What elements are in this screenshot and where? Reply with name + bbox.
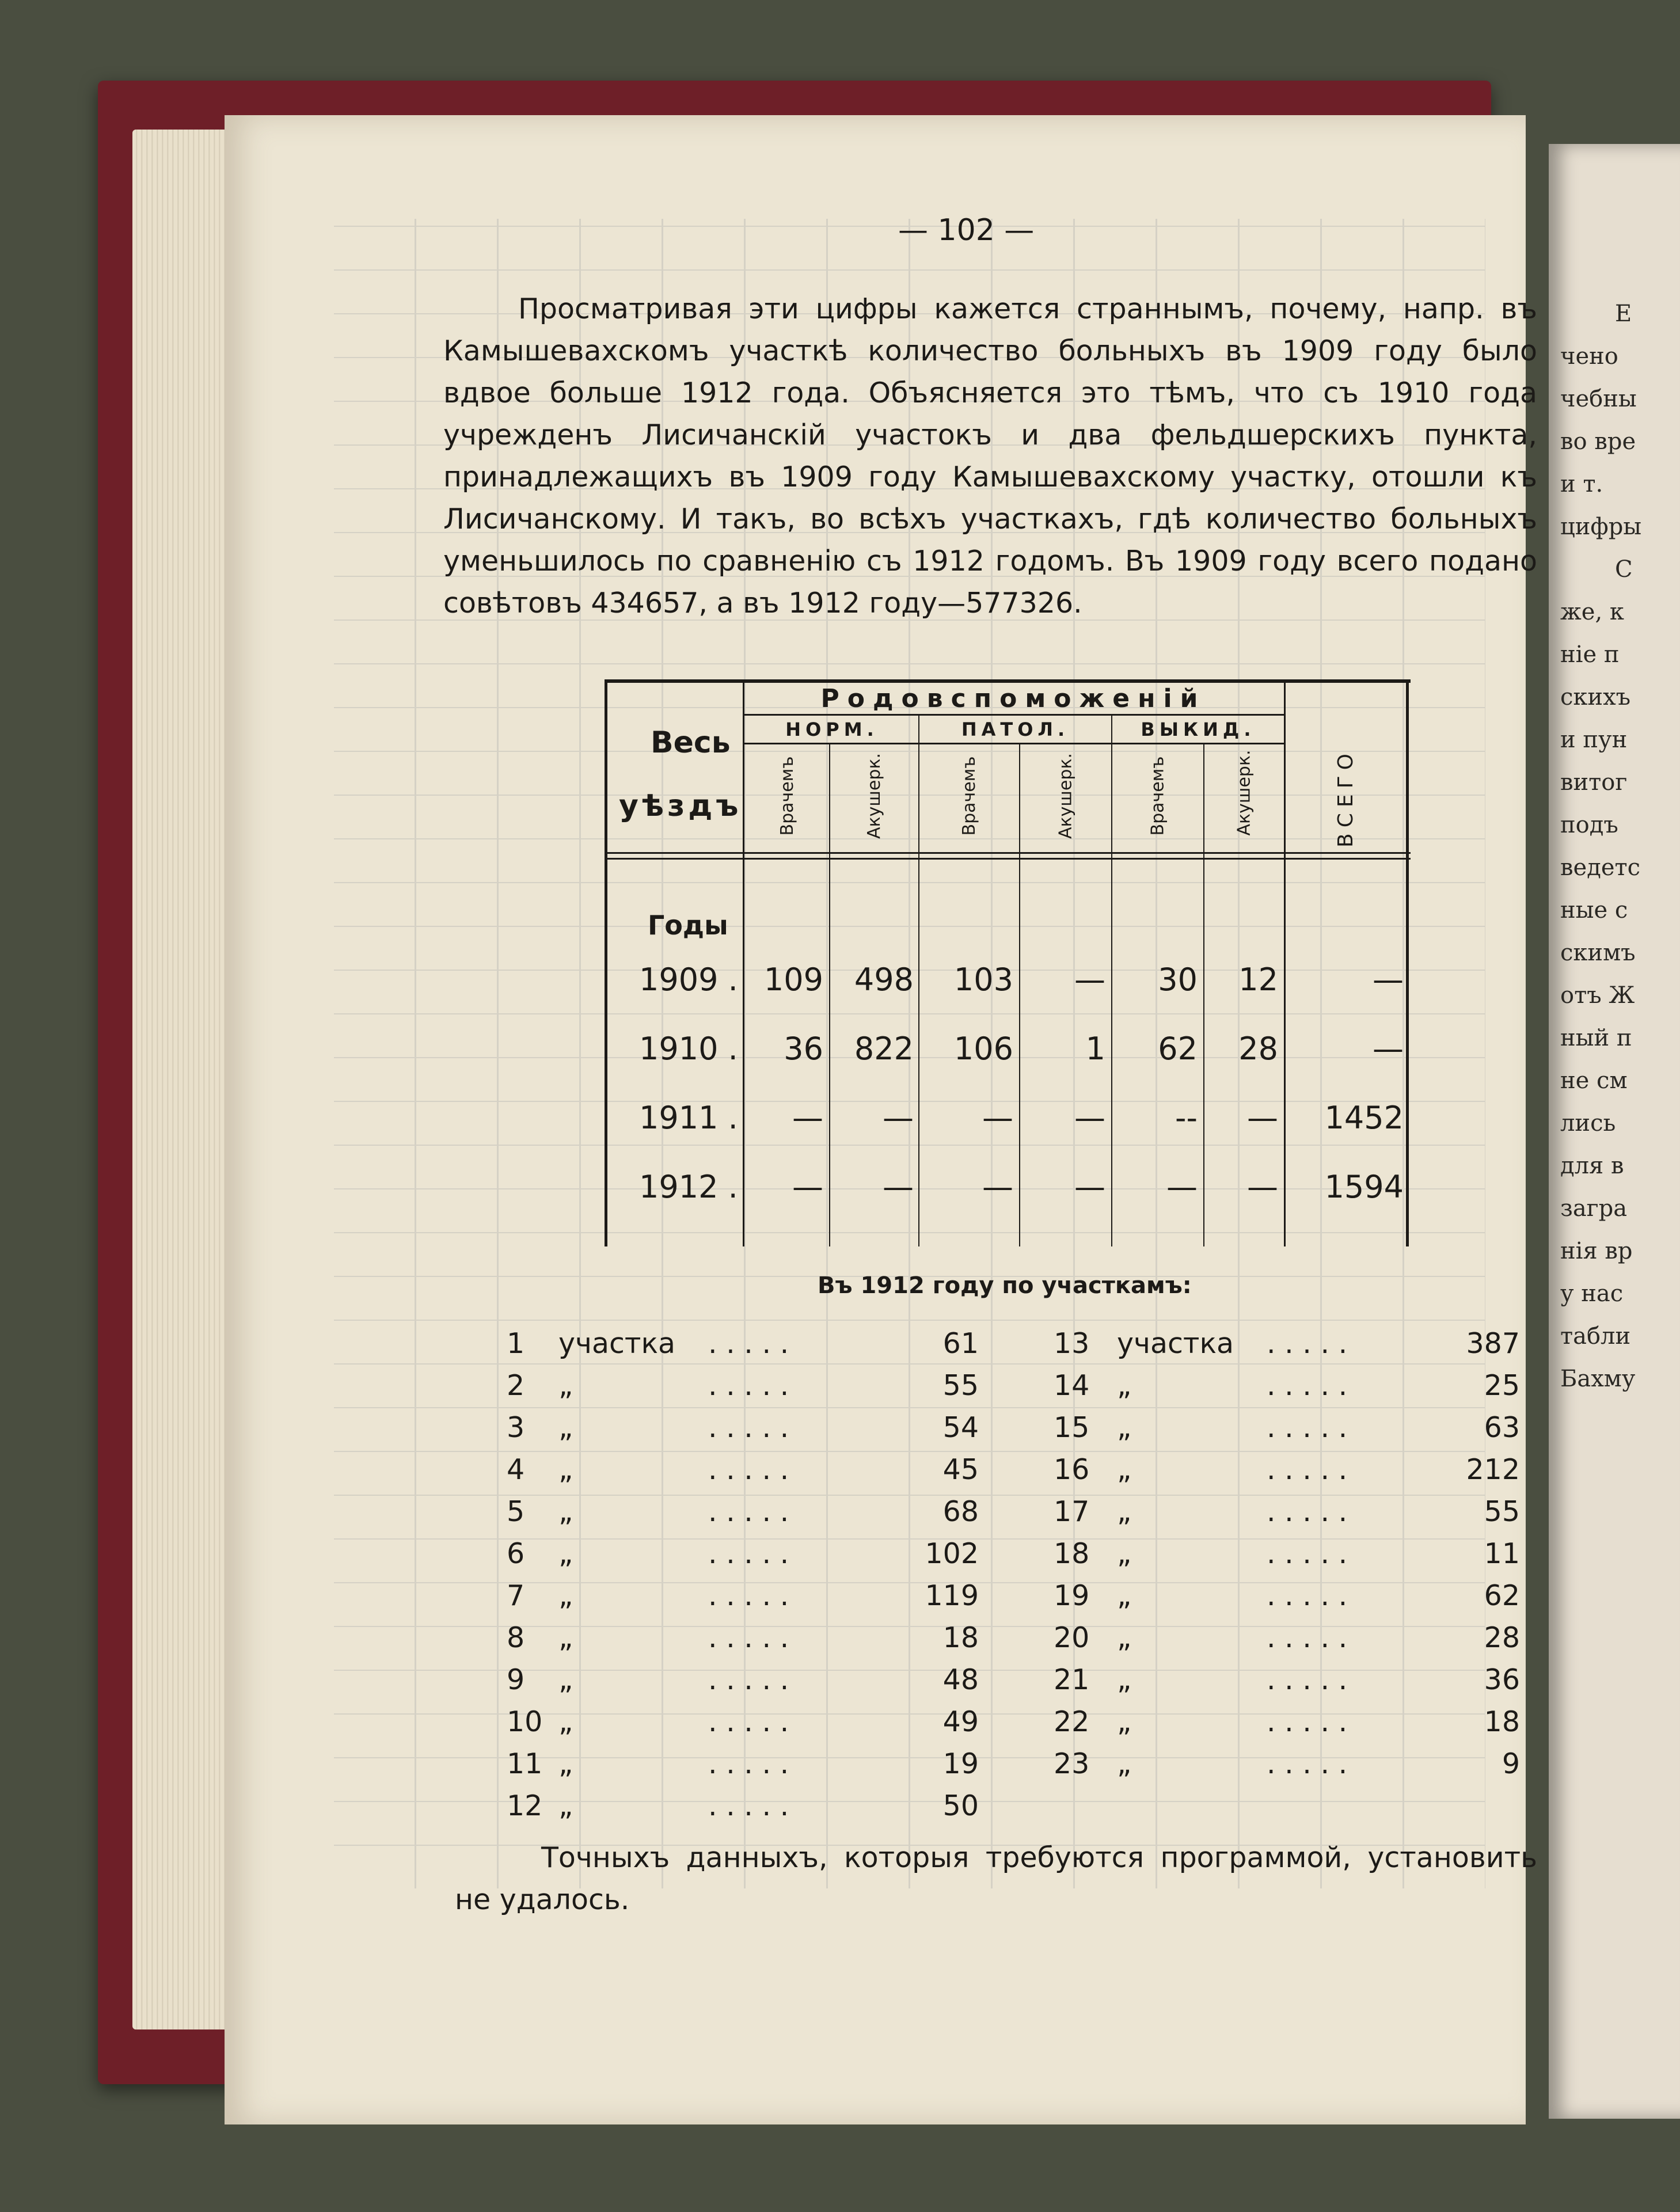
next-page-fragment: не см [1560, 1067, 1628, 1094]
district-label: „ [558, 1495, 573, 1528]
col-midwife-3: Акушерк. [1234, 750, 1255, 836]
district-value: 61 [942, 1327, 979, 1360]
district-leader: . . . . . [708, 1579, 789, 1612]
table-cell: 498 [854, 961, 914, 998]
district-label: „ [558, 1705, 573, 1738]
years-label: Годы [648, 910, 728, 941]
district-label: „ [1117, 1495, 1132, 1528]
district-label: „ [558, 1579, 573, 1612]
next-page-fragment: ный п [1560, 1025, 1632, 1051]
district-leader: . . . . . [1267, 1705, 1348, 1738]
page-number: — 102 — [898, 213, 1035, 248]
district-label: участка [1117, 1327, 1234, 1360]
district-label: „ [558, 1789, 573, 1822]
district-label: „ [558, 1411, 573, 1444]
next-page-fragment: Е [1615, 301, 1632, 327]
year-cell: 1909 . [639, 961, 738, 998]
table-cell: — [1247, 1100, 1278, 1136]
table-cell: 28 [1238, 1031, 1278, 1067]
table-cell: 30 [1158, 961, 1198, 998]
paragraph-closing: Точныхъ данныхъ, которыя требуются программой, установить не удалось. [455, 1841, 1537, 1916]
district-leader: . . . . . [708, 1789, 789, 1822]
table-cell: — [982, 1169, 1013, 1205]
table-cell: — [1074, 1169, 1105, 1205]
next-page-fragment: подъ [1560, 812, 1618, 838]
district-label: „ [1117, 1621, 1132, 1654]
district-label: „ [1117, 1537, 1132, 1570]
table-cell: — [792, 1169, 823, 1205]
district-leader: . . . . . [1267, 1327, 1348, 1360]
district-leader: . . . . . [1267, 1621, 1348, 1654]
districts-title: Въ 1912 году по участкамъ: [818, 1272, 1192, 1299]
district-value: 9 [1502, 1747, 1520, 1780]
table-cell: — [1166, 1169, 1198, 1205]
next-page-fragment: чебны [1560, 386, 1637, 412]
district-leader: . . . . . [1267, 1579, 1348, 1612]
next-page-fragment: для в [1560, 1153, 1624, 1179]
table-cell: -- [1175, 1100, 1198, 1136]
district-number: 12 [507, 1789, 543, 1822]
next-page-fragment: ные с [1560, 897, 1628, 923]
district-value: 55 [1484, 1495, 1520, 1528]
district-leader: . . . . . [1267, 1747, 1348, 1780]
district-number: 19 [1054, 1579, 1090, 1612]
next-page-fragment: ведетс [1560, 854, 1641, 881]
next-page-fragment: скимъ [1560, 940, 1636, 966]
district-leader: . . . . . [1267, 1663, 1348, 1696]
district-value: 36 [1484, 1663, 1520, 1696]
district-number: 22 [1054, 1705, 1090, 1738]
births-table [605, 679, 1411, 1249]
district-value: 45 [942, 1453, 979, 1486]
district-leader: . . . . . [708, 1663, 789, 1696]
district-value: 102 [925, 1537, 979, 1570]
table-cell: — [1373, 961, 1404, 998]
table-cell: 1 [1085, 1031, 1105, 1067]
table-cell: — [792, 1100, 823, 1136]
table-cell: — [1373, 1031, 1404, 1067]
district-leader: . . . . . [1267, 1495, 1348, 1528]
district-label: „ [558, 1537, 573, 1570]
district-number: 5 [507, 1495, 525, 1528]
next-page-fragment: скихъ [1560, 684, 1631, 710]
district-leader: . . . . . [1267, 1369, 1348, 1402]
sub-header-vykid: ВЫКИД. [1141, 719, 1256, 740]
district-label: „ [558, 1747, 573, 1780]
district-label: „ [558, 1663, 573, 1696]
table-cell: 12 [1238, 961, 1278, 998]
table-cell: 1452 [1324, 1100, 1404, 1136]
district-label: „ [558, 1621, 573, 1654]
district-value: 48 [942, 1663, 979, 1696]
next-page [1549, 144, 1680, 2119]
district-number: 2 [507, 1369, 525, 1402]
next-page-fragment: Бахму [1560, 1366, 1636, 1392]
table-cell: — [1074, 961, 1105, 998]
district-leader: . . . . . [708, 1369, 789, 1402]
table-cell: — [982, 1100, 1013, 1136]
year-cell: 1910 . [639, 1031, 738, 1067]
district-number: 4 [507, 1453, 525, 1486]
district-value: 68 [942, 1495, 979, 1528]
district-leader: . . . . . [1267, 1411, 1348, 1444]
district-number: 14 [1054, 1369, 1090, 1402]
col-total: ВСЕГО [1334, 748, 1358, 847]
district-number: 1 [507, 1327, 525, 1360]
next-page-fragment: и т. [1560, 471, 1603, 497]
district-value: 18 [942, 1621, 979, 1654]
district-label: „ [1117, 1411, 1132, 1444]
district-label: „ [1117, 1369, 1132, 1402]
district-value: 50 [942, 1789, 979, 1822]
district-label: участка [558, 1327, 676, 1360]
district-value: 49 [942, 1705, 979, 1738]
col-midwife-2: Акушерк. [1055, 753, 1076, 839]
next-page-fragment: цифры [1560, 514, 1642, 540]
district-number: 20 [1054, 1621, 1090, 1654]
district-value: 18 [1484, 1705, 1520, 1738]
district-number: 8 [507, 1621, 525, 1654]
group-header: Родовспоможеній [820, 684, 1206, 713]
district-label: „ [558, 1369, 573, 1402]
district-number: 3 [507, 1411, 525, 1444]
next-page-fragment: нiя вр [1560, 1238, 1633, 1264]
district-value: 212 [1466, 1453, 1520, 1486]
col-doctor-3: Врачемъ [1147, 756, 1168, 836]
district-leader: . . . . . [1267, 1453, 1348, 1486]
district-label: „ [1117, 1453, 1132, 1486]
sub-header-norm: НОРМ. [785, 719, 879, 740]
district-value: 54 [942, 1411, 979, 1444]
next-page-fragment: во вре [1560, 428, 1636, 455]
next-page-fragment: витог [1560, 769, 1628, 796]
district-number: 7 [507, 1579, 525, 1612]
district-leader: . . . . . [1267, 1537, 1348, 1570]
col-doctor-1: Врачемъ [777, 756, 797, 836]
district-leader: . . . . . [708, 1453, 789, 1486]
district-leader: . . . . . [708, 1705, 789, 1738]
table-cell: 106 [953, 1031, 1013, 1067]
district-value: 55 [942, 1369, 979, 1402]
table-cell: 109 [763, 961, 823, 998]
district-value: 28 [1484, 1621, 1520, 1654]
district-value: 387 [1466, 1327, 1520, 1360]
sub-header-patol: ПАТОЛ. [961, 719, 1070, 740]
district-leader: . . . . . [708, 1495, 789, 1528]
table-cell: — [1247, 1169, 1278, 1205]
table-cell: 103 [953, 961, 1013, 998]
district-value: 25 [1484, 1369, 1520, 1402]
table-cell: 62 [1158, 1031, 1198, 1067]
district-label: „ [1117, 1579, 1132, 1612]
table-cell: — [883, 1100, 914, 1136]
district-number: 9 [507, 1663, 525, 1696]
district-number: 18 [1054, 1537, 1090, 1570]
district-leader: . . . . . [708, 1621, 789, 1654]
district-number: 11 [507, 1747, 543, 1780]
table-cell: 822 [854, 1031, 914, 1067]
district-leader: . . . . . [708, 1327, 789, 1360]
table-cell: — [883, 1169, 914, 1205]
district-number: 21 [1054, 1663, 1090, 1696]
district-number: 10 [507, 1705, 543, 1738]
district-number: 16 [1054, 1453, 1090, 1486]
next-page-fragment: нiе п [1560, 641, 1620, 668]
corner-label-2: уѣздъ [619, 789, 742, 823]
district-value: 62 [1484, 1579, 1520, 1612]
paragraph-intro: Просматривая эти цифры кажется страннымъ, почему, напр. въ Камышевахскомъ участкѣ количество больныхъ въ 1909 году было вдвое больше 1912 года. Объясняется это тѣмъ, что съ 1910 года учрежденъ Лисичанскій участокъ и два фельдшерскихъ пункта, принадлежащихъ въ 1909 году Камышевахскому участку, отошли къ Лисичанскому. И такъ, во всѣхъ участкахъ, гдѣ количество больныхъ уменьшилось по сравненію съ 1912 годомъ. Въ 1909 году всего подано совѣтовъ 434657, а въ 1912 году—577326. [443, 292, 1537, 619]
district-label: „ [558, 1453, 573, 1486]
district-leader: . . . . . [708, 1537, 789, 1570]
next-page-fragment: лись [1560, 1110, 1616, 1137]
corner-label-1: Весь [651, 725, 731, 760]
next-page-fragment: и пун [1560, 727, 1628, 753]
col-doctor-2: Врачемъ [959, 756, 979, 836]
table-cell: — [1074, 1100, 1105, 1136]
next-page-fragment: у нас [1560, 1280, 1624, 1307]
next-page-fragment: табли [1560, 1323, 1631, 1350]
district-value: 63 [1484, 1411, 1520, 1444]
district-value: 11 [1484, 1537, 1520, 1570]
table-cell: 36 [784, 1031, 823, 1067]
district-number: 15 [1054, 1411, 1090, 1444]
next-page-fragment: же, к [1560, 599, 1624, 625]
district-leader: . . . . . [708, 1411, 789, 1444]
district-number: 23 [1054, 1747, 1090, 1780]
district-value: 19 [942, 1747, 979, 1780]
next-page-fragment: чено [1560, 343, 1618, 370]
col-midwife-1: Акушерк. [864, 753, 884, 839]
district-leader: . . . . . [708, 1747, 789, 1780]
district-label: „ [1117, 1663, 1132, 1696]
district-number: 13 [1054, 1327, 1090, 1360]
district-number: 17 [1054, 1495, 1090, 1528]
next-page-fragment: отъ Ж [1560, 982, 1635, 1009]
table-cell: 1594 [1324, 1169, 1404, 1205]
next-page-fragment: С [1615, 556, 1633, 583]
district-label: „ [1117, 1705, 1132, 1738]
year-cell: 1912 . [639, 1169, 738, 1205]
district-value: 119 [925, 1579, 979, 1612]
district-label: „ [1117, 1747, 1132, 1780]
year-cell: 1911 . [639, 1100, 738, 1136]
district-number: 6 [507, 1537, 525, 1570]
next-page-fragment: загра [1560, 1195, 1628, 1222]
